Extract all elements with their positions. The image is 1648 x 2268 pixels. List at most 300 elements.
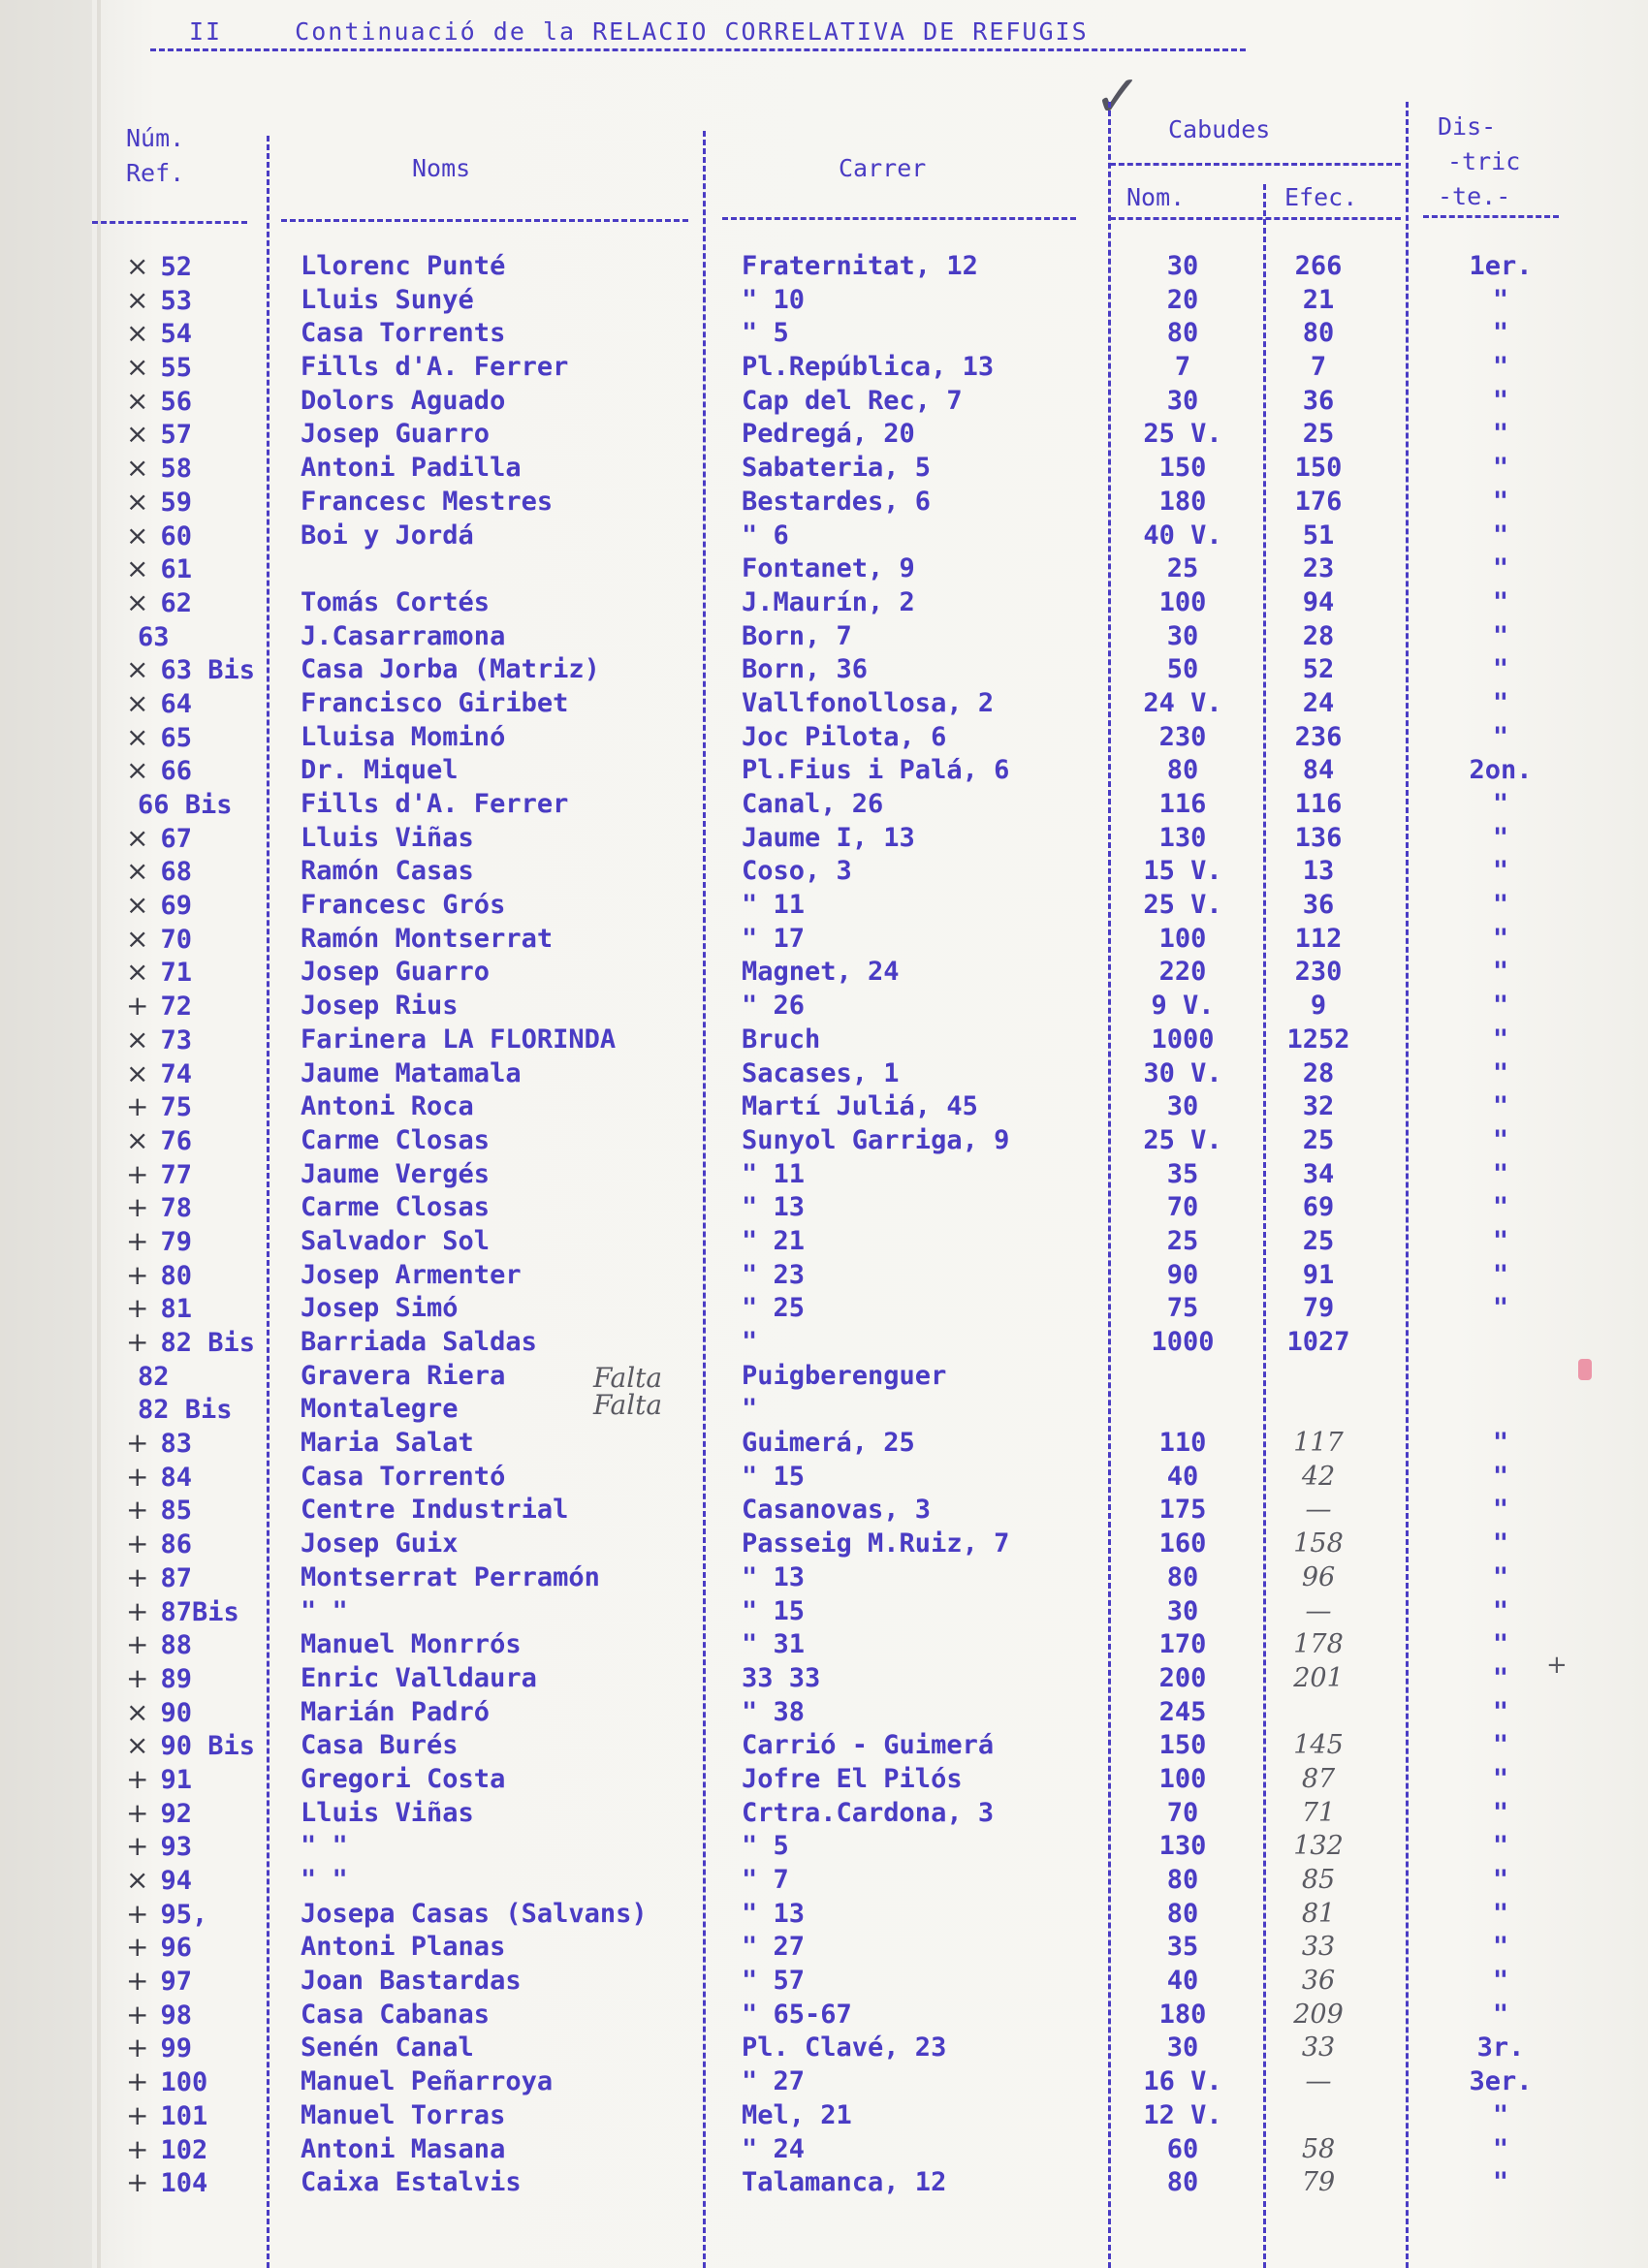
ref-number: 70 [160,924,192,955]
row-ref [126,250,192,284]
row-name: Josep Guarro [301,419,491,450]
row-street: " 11 [742,1158,806,1189]
ref-number: 90 Bis [160,1731,256,1762]
row-district: " [1492,822,1509,853]
tick-mark: × [126,1864,149,1896]
row-ref [126,552,192,586]
row-capacity-effective: — [1305,2066,1332,2097]
row-capacity-effective: 176 [1294,486,1343,517]
ref-number: 102 [160,2134,208,2165]
row-capacity-nominal: 15 V. [1143,856,1222,887]
ref-number: 61 [160,554,192,585]
row-name: Josep Guarro [301,957,491,988]
row-capacity-effective: 136 [1294,822,1343,853]
row-capacity-effective: 69 [1302,1192,1335,1223]
row-district: " [1492,352,1509,383]
row-street: Fraternitat, 12 [742,251,978,281]
tick-mark: × [126,552,149,585]
table-row [0,1595,1648,1629]
ref-number: 62 [160,587,192,618]
row-district: " [1492,1561,1509,1592]
ref-number: 95, [160,1899,208,1930]
header-cabudes-efec: Efec. [1284,183,1358,211]
ref-number: 87 [160,1562,192,1593]
tick-mark: × [126,754,149,787]
row-district: " [1492,1865,1509,1895]
row-ref [126,821,192,856]
tick-mark: + [126,1427,149,1460]
ref-number: 58 [160,454,192,485]
table-row [0,1389,1648,1427]
row-capacity-effective: — [1305,1595,1332,1626]
row-name: Casa Jorba (Matriz) [301,654,600,685]
row-name: Dolors Aguado [301,385,506,416]
row-capacity-nominal: 70 [1166,1192,1199,1223]
ref-number: 68 [160,857,192,888]
row-capacity-nominal: 20 [1166,284,1199,315]
row-district: " [1492,1192,1509,1223]
row-capacity-effective: 84 [1302,755,1335,786]
row-name: Montalegre [301,1394,459,1425]
table-row [0,1830,1648,1864]
row-capacity-nominal: 230 [1158,721,1207,752]
row-capacity-nominal: 200 [1158,1662,1207,1693]
row-name: Casa Cabanas [301,1999,491,2030]
row-capacity-nominal: 220 [1158,957,1207,988]
row-name: Salvador Sol [301,1225,491,1256]
tick-mark: × [126,384,149,417]
title-text: Continuació de la RELACIO CORRELATIVA DE REFUGIS [295,17,1089,46]
table-row [0,385,1648,419]
table-row [0,586,1648,620]
tick-mark: + [126,1258,149,1291]
tick-mark: × [126,1695,149,1728]
row-street: Magnet, 24 [742,957,900,988]
row-capacity-nominal: 100 [1158,1763,1207,1794]
ref-number: 71 [160,958,192,989]
row-street: J.Maurín, 2 [742,586,915,617]
tick-mark: + [126,1326,149,1358]
ref-number: 101 [160,2100,208,2131]
row-ref [126,1864,192,1898]
tick-mark: × [126,889,149,922]
row-capacity-nominal: 245 [1158,1696,1207,1727]
row-ref [126,1224,192,1259]
row-ref [126,2132,208,2167]
ref-number: 82 Bis [138,1395,233,1426]
tick-mark: + [126,1594,149,1627]
row-capacity-effective: 158 [1293,1528,1344,1559]
table-row [0,1662,1648,1696]
ref-number: 93 [160,1832,192,1863]
row-capacity-nominal: 80 [1166,1561,1199,1592]
row-street: Mel, 21 [742,2099,852,2130]
table-row [0,687,1648,721]
ref-number: 88 [160,1630,192,1661]
row-district: " [1492,1024,1509,1055]
table-row [0,956,1648,990]
table-row [0,1427,1648,1461]
row-street: Bestardes, 6 [742,486,932,517]
row-capacity-nominal: 80 [1166,318,1199,349]
row-district: " [1492,1966,1509,1997]
row-district: " [1492,1091,1509,1122]
table-row [0,1259,1648,1293]
row-capacity-effective: 58 [1301,2133,1336,2164]
row-capacity-nominal: 30 [1166,1091,1199,1122]
row-name: Boi y Jordá [301,520,474,551]
row-capacity-nominal: 24 V. [1143,687,1222,718]
row-ref [138,788,233,822]
row-ref [126,1762,192,1797]
tick-mark: + [126,1897,149,1930]
row-name: Josep Rius [301,991,459,1022]
row-ref [126,1326,256,1360]
row-district: " [1492,721,1509,752]
table-row [0,1797,1648,1831]
row-capacity-nominal: 1000 [1151,1024,1215,1055]
row-district: " [1492,1763,1509,1794]
ref-number: 76 [160,1125,192,1156]
ref-number: 59 [160,487,192,518]
row-street: Sacases, 1 [742,1057,900,1088]
tick-mark: + [126,1560,149,1593]
row-street: Puigberenguer [742,1360,947,1391]
row-capacity-nominal: 160 [1158,1528,1207,1559]
row-name: Francesc Grós [301,890,506,921]
table-row [0,520,1648,553]
table-row [0,250,1648,284]
row-name: Carme Closas [301,1192,491,1223]
row-capacity-nominal: 7 [1174,352,1191,383]
row-capacity-effective: 96 [1301,1561,1336,1592]
row-district: " [1492,453,1509,484]
row-street: " 5 [742,318,789,349]
row-street: Guimerá, 25 [742,1428,915,1459]
row-ref [126,1661,192,1696]
row-street: Crtra.Cardona, 3 [742,1797,995,1828]
row-ref [126,1594,239,1629]
row-name: Montserrat Perramón [301,1561,600,1592]
row-district: " [1492,1696,1509,1727]
row-capacity-effective: 24 [1302,687,1335,718]
row-capacity-nominal: 35 [1166,1158,1199,1189]
row-name: Maria Salat [301,1428,474,1459]
row-capacity-nominal: 75 [1166,1293,1199,1324]
row-district: " [1492,1461,1509,1492]
row-capacity-nominal: 116 [1158,789,1207,819]
table-row [0,1158,1648,1192]
row-district: " [1492,1158,1509,1189]
tick-mark: + [126,1796,149,1829]
row-capacity-nominal: 30 [1166,385,1199,416]
row-ref [126,585,192,620]
row-capacity-nominal: 90 [1166,1259,1199,1290]
row-ref [126,1090,192,1124]
ref-number: 52 [160,252,192,282]
row-district: " [1492,318,1509,349]
row-name: Ramón Montserrat [301,923,554,954]
row-ref [126,2065,208,2099]
table-row [0,1461,1648,1495]
table-row [0,1729,1648,1763]
row-name: " " [301,1831,348,1862]
row-street: " [742,1327,758,1357]
ref-number: 57 [160,420,192,451]
row-capacity-effective: 25 [1302,1225,1335,1256]
table-row [0,2166,1648,2200]
row-street: Cap del Rec, 7 [742,385,963,416]
tick-mark: + [126,1661,149,1694]
table-row [0,721,1648,755]
header-rule-districte [1423,215,1559,218]
table-row [0,990,1648,1024]
row-capacity-nominal: 150 [1158,1730,1207,1761]
tick-mark: + [126,2032,149,2064]
row-capacity-nominal: 130 [1158,1831,1207,1862]
table-row [0,2065,1648,2099]
row-capacity-nominal: 16 V. [1143,2066,1222,2097]
row-capacity-nominal: 80 [1166,1898,1199,1929]
row-ref [126,1056,192,1091]
header-ref [126,121,184,191]
table-row [0,1999,1648,2032]
row-ref [126,1494,192,1528]
row-ref [126,384,192,419]
row-name: Centre Industrial [301,1495,569,1526]
margin-note-falta-line2: Falta [593,1389,663,1421]
row-district: " [1492,1831,1509,1862]
table-row [0,822,1648,856]
row-street: " 25 [742,1293,806,1324]
row-street: Casanovas, 3 [742,1495,932,1526]
row-capacity-nominal: 175 [1158,1495,1207,1526]
row-street: " 11 [742,890,806,921]
row-capacity-effective: 25 [1302,419,1335,450]
row-ref [126,1729,256,1763]
row-district: " [1492,385,1509,416]
row-street: " 17 [742,923,806,954]
row-capacity-effective: 9 [1310,991,1327,1022]
row-capacity-nominal: 110 [1158,1428,1207,1459]
tick-mark: + [126,1292,149,1325]
ref-number: 99 [160,2033,192,2064]
row-district: " [1492,553,1509,584]
row-ref [126,922,192,957]
table-row [0,317,1648,351]
ref-number: 54 [160,319,192,350]
row-street: " 15 [742,1461,806,1492]
row-district: " [1492,419,1509,450]
row-name: Caixa Estalvis [301,2167,522,2198]
tick-mark: + [126,1494,149,1527]
margin-note-falta-line1: Falta [593,1362,663,1394]
table-row [0,2099,1648,2133]
row-capacity-effective: 71 [1301,1797,1336,1828]
tick-mark: + [126,1931,149,1964]
row-capacity-nominal: 25 V. [1143,890,1222,921]
row-capacity-effective: 21 [1302,284,1335,315]
cabudes-subheader-rule [1110,163,1401,166]
pencil-cross-mark: + [1546,1651,1568,1680]
row-capacity-effective: 150 [1294,453,1343,484]
row-street: Vallfonollosa, 2 [742,687,995,718]
header-rule-cabudes [1110,217,1401,220]
table-row [0,1696,1648,1730]
row-name: Antoni Planas [301,1932,506,1963]
row-name: " " [301,1595,348,1626]
ref-number: 91 [160,1764,192,1795]
ref-number: 90 [160,1697,192,1728]
tick-mark: × [126,1056,149,1089]
ref-number: 74 [160,1058,192,1089]
row-capacity-nominal: 50 [1166,654,1199,685]
row-capacity-effective: 81 [1301,1898,1336,1929]
row-street: Jaume I, 13 [742,822,915,853]
row-capacity-effective: 52 [1302,654,1335,685]
ref-number: 89 [160,1663,192,1694]
row-capacity-nominal: 25 V. [1143,1124,1222,1155]
row-name: Farinera LA FLORINDA [301,1024,617,1055]
row-district: " [1492,1797,1509,1828]
ref-number: 72 [160,992,192,1023]
table-row [0,1360,1648,1394]
row-name: Antoni Masana [301,2133,506,2164]
row-ref [126,1931,192,1965]
row-district: " [1492,520,1509,551]
row-ref [126,1528,192,1561]
row-ref [126,889,192,923]
row-capacity-nominal: 150 [1158,453,1207,484]
row-street: Joc Pilota, 6 [742,721,947,752]
table-row [0,1864,1648,1898]
row-capacity-nominal: 80 [1166,755,1199,786]
row-district: " [1492,1730,1509,1761]
tick-mark: + [126,2166,149,2199]
row-name: Casa Torrents [301,318,506,349]
row-ref [126,1191,192,1225]
table-row [0,1494,1648,1528]
tick-mark: + [126,1965,149,1998]
tick-mark: + [126,1090,149,1123]
table-row [0,1225,1648,1259]
ref-number: 63 Bis [160,655,256,686]
row-capacity-nominal: 30 [1166,620,1199,651]
row-name: Manuel Peñarroya [301,2066,554,2097]
row-district: " [1492,789,1509,819]
row-street: Pl.República, 13 [742,352,995,383]
tick-mark: + [126,1157,149,1190]
header-districte-line2: -tric [1447,147,1521,175]
row-district: " [1492,654,1509,685]
table-row [0,2032,1648,2065]
ref-number: 92 [160,1798,192,1829]
row-district: " [1492,1629,1509,1660]
row-district: " [1492,890,1509,921]
tick-mark: × [126,720,149,753]
row-street: Pedregá, 20 [742,419,915,450]
ref-number: 79 [160,1226,192,1257]
ref-number: 65 [160,722,192,753]
tick-mark: × [126,1123,149,1156]
row-capacity-effective: 13 [1302,856,1335,887]
row-ref [126,2032,192,2065]
ref-number: 81 [160,1294,192,1325]
row-street: " 5 [742,1831,789,1862]
table-row [0,1528,1648,1561]
row-ref [126,1427,192,1461]
row-capacity-nominal: 60 [1166,2133,1199,2164]
tick-mark: + [126,2065,149,2098]
table-row [0,1326,1648,1360]
row-capacity-effective: 116 [1294,789,1343,819]
row-name: Barriada Saldas [301,1327,537,1357]
row-district: " [1492,1595,1509,1626]
row-name: Josep Armenter [301,1259,522,1290]
row-name: Francisco Giribet [301,687,569,718]
row-street: Pl. Clavé, 23 [742,2032,947,2063]
row-street: " 31 [742,1629,806,1660]
ref-number: 66 Bis [138,790,233,820]
row-street: " 27 [742,1932,806,1963]
row-name: Senén Canal [301,2032,474,2063]
tick-mark: × [126,418,149,451]
tick-mark: × [126,585,149,618]
row-capacity-effective: 51 [1302,520,1335,551]
row-name: Marián Padró [301,1696,491,1727]
row-capacity-nominal: 80 [1166,1865,1199,1895]
row-street: " 7 [742,1865,789,1895]
ref-number: 98 [160,2000,192,2031]
row-street: Talamanca, 12 [742,2167,947,2198]
tick-mark: × [126,519,149,551]
row-district: " [1492,586,1509,617]
table-row [0,1057,1648,1091]
row-ref [126,2166,208,2200]
tick-mark: × [126,653,149,686]
row-ref [126,990,192,1024]
ref-number: 64 [160,688,192,719]
row-district: " [1492,923,1509,954]
row-capacity-nominal: 30 [1166,251,1199,281]
tick-mark: × [126,317,149,350]
row-ref [126,519,192,553]
table-row [0,452,1648,486]
tick-mark: + [126,1528,149,1560]
row-ref [126,720,192,755]
row-name: Lluis Viñas [301,1797,474,1828]
row-district: " [1492,1057,1509,1088]
row-capacity-nominal: 25 [1166,1225,1199,1256]
ref-number: 104 [160,2168,208,2199]
ref-number: 69 [160,891,192,922]
row-ref [126,283,192,318]
row-capacity-effective: 36 [1301,1966,1336,1997]
row-district: " [1492,1259,1509,1290]
tick-mark: + [126,990,149,1023]
ref-number: 96 [160,1933,192,1964]
row-capacity-effective: 87 [1301,1763,1336,1794]
table-row [0,1024,1648,1057]
ref-number: 75 [160,1092,192,1123]
row-ref [126,1258,192,1293]
ref-number: 77 [160,1159,192,1190]
table-row [0,1561,1648,1595]
row-district: " [1492,2167,1509,2198]
row-district: " [1492,1225,1509,1256]
tick-mark: + [126,1830,149,1863]
table-row [0,1124,1648,1158]
